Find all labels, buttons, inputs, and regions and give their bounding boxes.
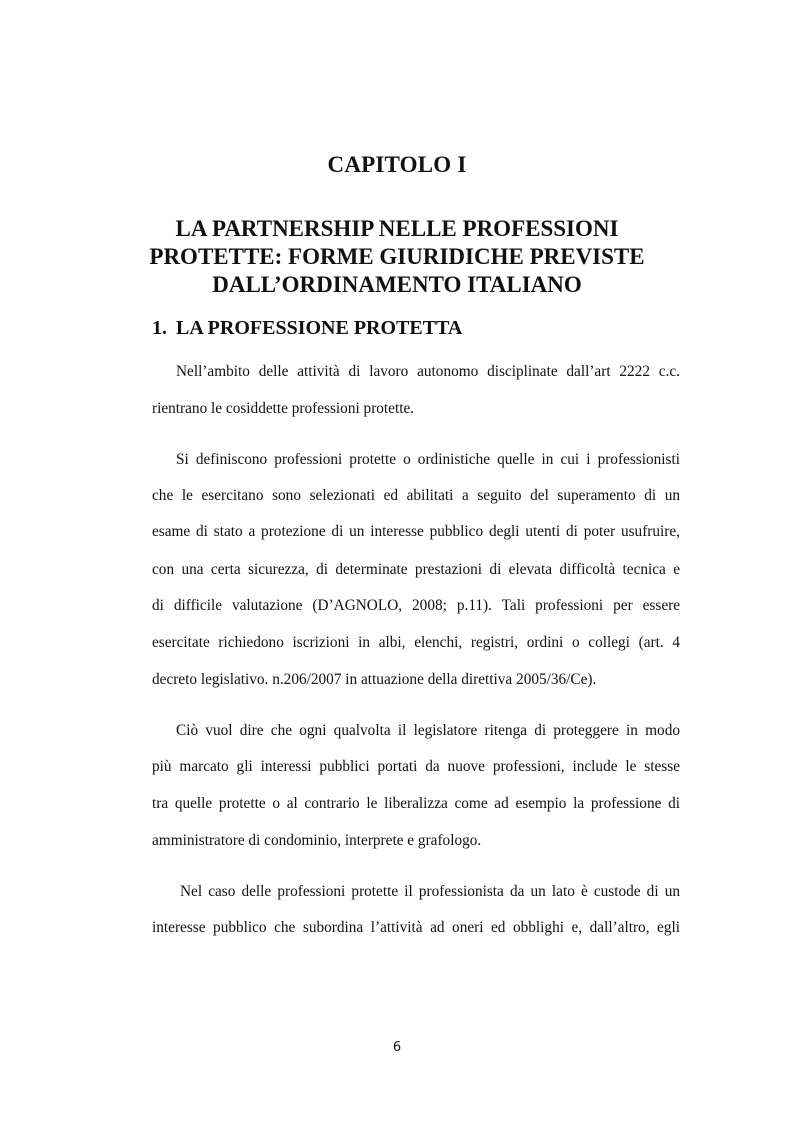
text-line: interesse pubblico che subordina l’attività ad oneri ed obblighi e, dall’altro, egli bbox=[152, 919, 680, 936]
text-line: tra quelle protette o al contrario le liberalizza come ad esempio la professione di bbox=[152, 795, 680, 812]
text-line: rientrano le cosiddette professioni protette. bbox=[152, 400, 415, 417]
section-number: 1. bbox=[152, 317, 167, 339]
text-line: più marcato gli interessi pubblici portati da nuove professioni, include le stesse bbox=[152, 758, 680, 775]
text-line: Nel caso delle professioni protette il professionista da un lato è custode di un bbox=[180, 883, 680, 900]
page-number: 6 bbox=[392, 1040, 402, 1055]
section-title: LA PROFESSIONE PROTETTA bbox=[176, 317, 463, 339]
text-line: amministratore di condominio, interprete e grafologo. bbox=[152, 832, 482, 849]
chapter-title-line: DALL’ORDINAMENTO ITALIANO bbox=[212, 272, 582, 297]
chapter-title-line: LA PARTNERSHIP NELLE PROFESSIONI bbox=[175, 216, 619, 241]
section-heading bbox=[152, 317, 462, 340]
text-line: Ciò vuol dire che ogni qualvolta il legislatore ritenga di proteggere in modo bbox=[176, 722, 680, 739]
text-line: Nell’ambito delle attività di lavoro autonomo disciplinate dall’art 2222 c.c. bbox=[176, 363, 680, 380]
text-line: di difficile valutazione (D’AGNOLO, 2008; p.11). Tali professioni per essere bbox=[152, 597, 680, 614]
chapter-heading: CAPITOLO I bbox=[327, 152, 467, 177]
chapter-title bbox=[0, 215, 794, 299]
text-line: Si definiscono professioni protette o ordinistiche quelle in cui i professionisti bbox=[176, 451, 680, 468]
text-line: che le esercitano sono selezionati ed abilitati a seguito del superamento di un bbox=[152, 487, 680, 504]
text-line: con una certa sicurezza, di determinate prestazioni di elevata difficoltà tecnica e bbox=[152, 561, 680, 578]
text-line: decreto legislativo. n.206/2007 in attuazione della direttiva 2005/36/Ce). bbox=[152, 671, 597, 688]
text-line: esame di stato a protezione di un interesse pubblico degli utenti di poter usufruire, bbox=[152, 523, 680, 540]
chapter-title-line: PROTETTE: FORME GIURIDICHE PREVISTE bbox=[149, 244, 645, 269]
text-line: esercitate richiedono iscrizioni in albi, elenchi, registri, ordini o collegi (art. 4 bbox=[152, 634, 680, 651]
